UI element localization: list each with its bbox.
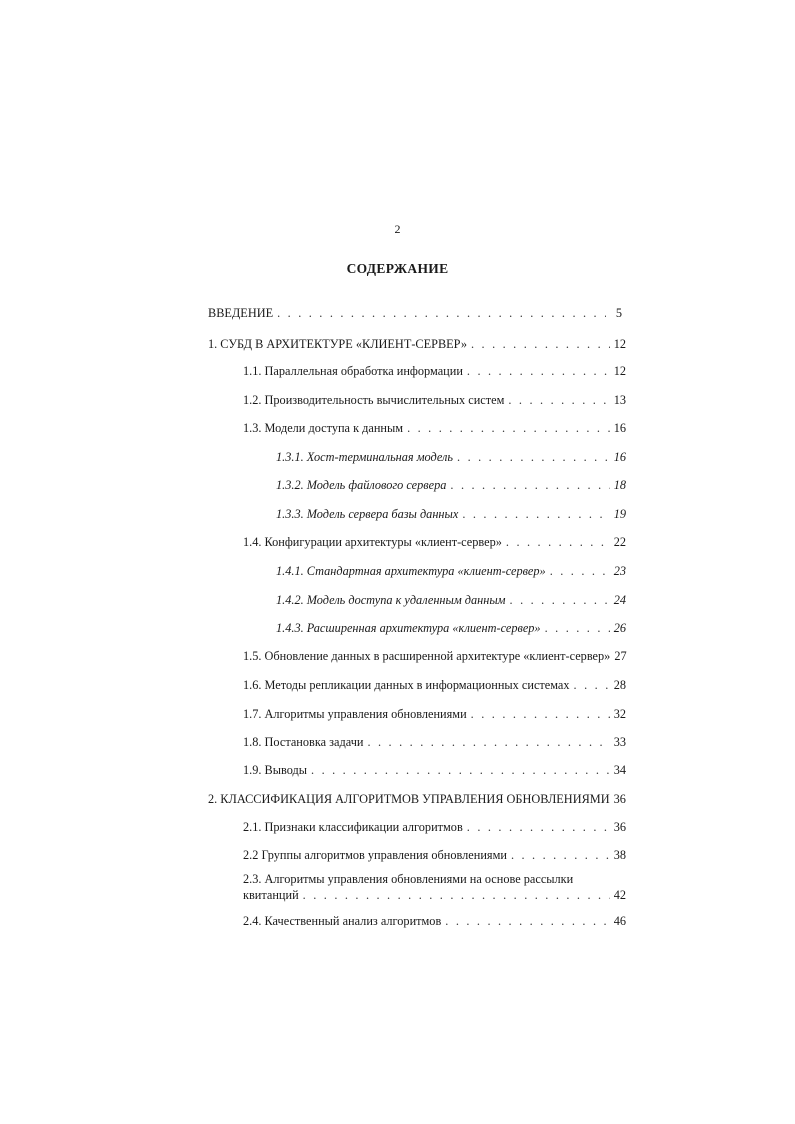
toc-entry-page: 16 bbox=[613, 450, 626, 464]
toc-entry-text: 1.4.3. Расширенная архитектура «клиент-сервер» bbox=[276, 621, 541, 635]
toc-entry-page: 12 bbox=[613, 337, 626, 351]
toc-entry-text: 1.6. Методы репликации данных в информационных системах bbox=[243, 678, 570, 692]
toc-entry-page: 28 bbox=[613, 678, 626, 692]
toc-entry-1-3-1 bbox=[276, 449, 626, 465]
toc-entry-page: 46 bbox=[613, 914, 626, 928]
toc-entry-text-line2: квитанций bbox=[243, 888, 299, 902]
toc-entry-text: 1. СУБД В АРХИТЕКТУРЕ «КЛИЕНТ-СЕРВЕР» bbox=[208, 337, 467, 351]
toc-entry-text: 1.9. Выводы bbox=[243, 763, 308, 777]
leader-dots bbox=[450, 477, 609, 493]
toc-entry-text: 1.8. Постановка задачи bbox=[243, 735, 364, 749]
toc-entry-page: 32 bbox=[613, 707, 626, 721]
toc-entry-page: 36 bbox=[613, 792, 626, 806]
leader-dots bbox=[467, 819, 610, 835]
toc-entry-text: 1.1. Параллельная обработка информации bbox=[243, 364, 463, 378]
toc-entry-page: 34 bbox=[613, 763, 626, 777]
leader-dots bbox=[510, 592, 610, 608]
toc-entry-1-4 bbox=[243, 534, 626, 550]
toc-title: СОДЕРЖАНИЕ bbox=[346, 261, 449, 276]
toc-entry-text: 1.4.2. Модель доступа к удаленным данным bbox=[276, 593, 506, 607]
toc-entry-1-9 bbox=[243, 762, 626, 778]
leader-dots bbox=[511, 847, 610, 863]
toc-entry-page: 42 bbox=[613, 888, 626, 902]
toc-entry-2-1 bbox=[243, 819, 626, 835]
toc-entry-page: 36 bbox=[613, 820, 626, 834]
leader-dots bbox=[545, 620, 610, 636]
toc-entry-text: 1.3.2. Модель файлового сервера bbox=[276, 478, 447, 492]
leader-dots bbox=[457, 449, 610, 465]
toc-entry-line2 bbox=[243, 887, 626, 903]
toc-entry-introduction bbox=[208, 305, 622, 321]
toc-entry-1-1 bbox=[243, 363, 626, 379]
leader-dots bbox=[467, 363, 610, 379]
toc-entry-text: 1.2. Производительность вычислительных систем bbox=[243, 393, 505, 407]
toc-entry-text: 1.3.3. Модель сервера базы данных bbox=[276, 507, 459, 521]
leader-dots bbox=[462, 506, 609, 522]
toc-entry-page: 16 bbox=[613, 421, 626, 435]
toc-entry-page: 38 bbox=[613, 848, 626, 862]
toc-entry-page: 12 bbox=[613, 364, 626, 378]
leader-dots bbox=[550, 563, 610, 579]
toc-entry-page: 13 bbox=[613, 393, 626, 407]
leader-dots bbox=[508, 392, 609, 408]
toc-entry-1-3-2 bbox=[276, 477, 626, 493]
toc-entry-page: 33 bbox=[613, 735, 626, 749]
toc-entry-text: 1.3.1. Хост-терминальная модель bbox=[276, 450, 454, 464]
toc-entry-page: 24 bbox=[613, 593, 626, 607]
toc-entry-2-4 bbox=[243, 913, 626, 929]
toc-entry-page: 22 bbox=[613, 535, 626, 549]
toc-entry-1-4-1 bbox=[276, 563, 626, 579]
toc-entry-page: 19 bbox=[613, 507, 626, 521]
toc-entry-page: 5 bbox=[615, 306, 622, 320]
toc-entry-page: 26 bbox=[613, 621, 626, 635]
leader-dots bbox=[303, 887, 610, 903]
toc-entry-text: 2.2 Группы алгоритмов управления обновлениями bbox=[243, 848, 507, 862]
toc-entry-2-2 bbox=[243, 847, 626, 863]
toc-entry-1-8 bbox=[243, 734, 626, 750]
toc-entry-1-3-3 bbox=[276, 506, 626, 522]
leader-dots bbox=[471, 706, 610, 722]
toc-entry-1-4-2 bbox=[276, 592, 626, 608]
toc-entry-1-7 bbox=[243, 706, 626, 722]
toc-entry-text: ВВЕДЕНИЕ bbox=[208, 306, 274, 320]
leader-dots bbox=[506, 534, 610, 550]
toc-entry-text-line1: 2.3. Алгоритмы управления обновлениями на основе рассылки bbox=[243, 872, 574, 886]
toc-entry-page: 18 bbox=[613, 478, 626, 492]
toc-entry-chapter-1 bbox=[208, 336, 626, 352]
toc-entry-text: 2.4. Качественный анализ алгоритмов bbox=[243, 914, 442, 928]
toc-entry-2-3 bbox=[243, 871, 626, 903]
toc-entry-1-2 bbox=[243, 392, 626, 408]
toc-entry-1-3 bbox=[243, 420, 626, 436]
toc-entry-page: 23 bbox=[613, 564, 626, 578]
leader-dots bbox=[445, 913, 609, 929]
toc-entry-text: 2.1. Признаки классификации алгоритмов bbox=[243, 820, 463, 834]
toc-entry-text: 1.4. Конфигурации архитектуры «клиент-сервер» bbox=[243, 535, 502, 549]
leader-dots bbox=[407, 420, 610, 436]
toc-entry-page: 27 bbox=[614, 649, 627, 663]
toc-entry-chapter-2 bbox=[208, 791, 626, 807]
toc-entry-text: 1.7. Алгоритмы управления обновлениями bbox=[243, 707, 467, 721]
leader-dots bbox=[574, 677, 610, 693]
toc-entry-1-4-3 bbox=[276, 620, 626, 636]
leader-dots bbox=[471, 336, 610, 352]
toc-entry-text: 1.5. Обновление данных в расширенной архитектуре «клиент-сервер» bbox=[243, 649, 611, 663]
toc-entry-text: 2. КЛАССИФИКАЦИЯ АЛГОРИТМОВ УПРАВЛЕНИЯ ОБНОВЛЕНИЯМИ bbox=[208, 792, 610, 806]
toc-entry-1-5 bbox=[243, 648, 626, 664]
toc-entry-text: 1.4.1. Стандартная архитектура «клиент-сервер» bbox=[276, 564, 546, 578]
leader-dots bbox=[311, 762, 610, 778]
toc-entry-1-6 bbox=[243, 677, 626, 693]
leader-dots bbox=[367, 734, 609, 750]
page-number: 2 bbox=[394, 222, 401, 236]
toc-entry-text: 1.3. Модели доступа к данным bbox=[243, 421, 404, 435]
leader-dots bbox=[277, 305, 606, 321]
